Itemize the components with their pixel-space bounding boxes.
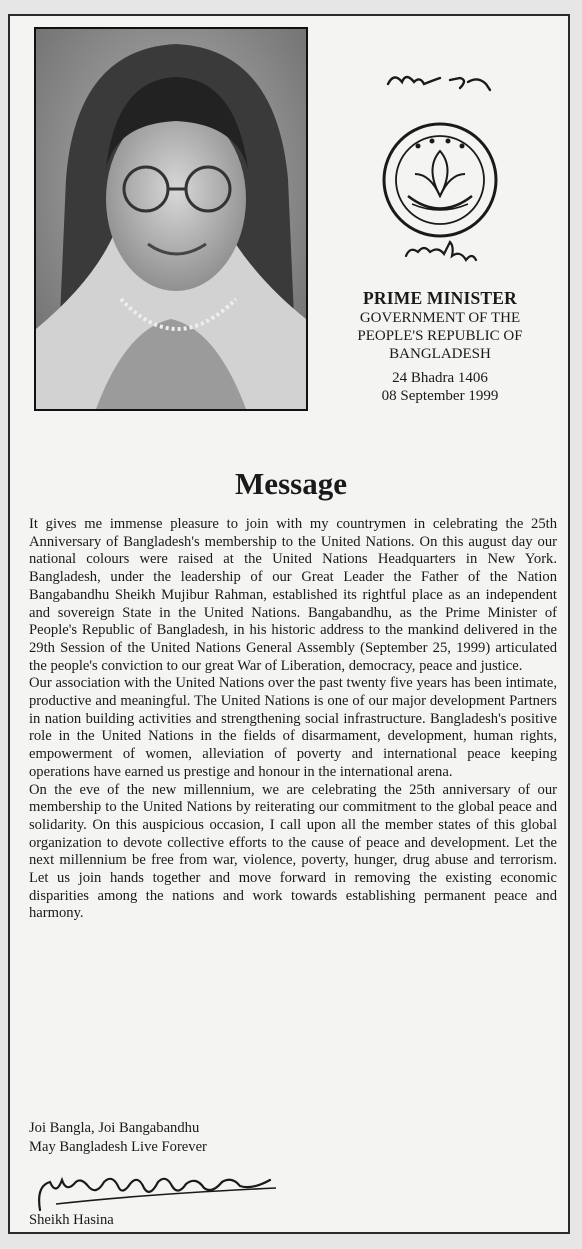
government-line-1: GOVERNMENT OF THE bbox=[359, 310, 521, 326]
portrait-photo bbox=[34, 27, 308, 411]
portrait-image bbox=[36, 29, 306, 409]
bottom-margin bbox=[0, 1234, 582, 1249]
office-title: PRIME MINISTER bbox=[363, 288, 517, 308]
closing-line-2: May Bangladesh Live Forever bbox=[29, 1139, 207, 1155]
government-seal-icon bbox=[360, 56, 520, 276]
message-paragraph-3: On the eve of the new millennium, we are celebrating the 25th anniversary of our membership to the United Nations by reiterating our commitment to the global peace and solidarity. On this auspicious occasion, I call upon all the member states of this global organization to devote collective efforts to the cause of peace and development. Let the next millennium be free from war, violence, poverty, hunger, drug abuse and terrorism. Let us join hands together and move forward in removing the existing economic disparities among the nations and work towards establishing permanent peace and harmony. bbox=[29, 781, 557, 922]
message-page bbox=[8, 14, 570, 1234]
message-paragraph-1: It gives me immense pleasure to join with my countrymen in celebrating the 25th Anniversary of Bangladesh's membership to the United Nations. On this august day our national colours were raised at the United Nations Headquarters in New York. Bangladesh, under the leadership of our Great Leader the Father of the Nation Bangabandhu Sheikh Mujibur Rahman, established its rightful place as an independent and sovereign State in the United Nations. Bangabandhu, as the Prime Minister of People's Republic of Bangladesh, in his historic address to the mankind delivered in the 29th Session of the United Nations General Assembly (September 25, 1999) articulated the people's conviction to our great War of Liberation, democracy, peace and justice. bbox=[29, 516, 557, 674]
date-bengali: 24 Bhadra 1406 bbox=[392, 370, 488, 386]
signature-icon bbox=[26, 1166, 286, 1216]
closing-line-1: Joi Bangla, Joi Bangabandhu bbox=[29, 1120, 200, 1136]
government-line-2: PEOPLE'S REPUBLIC OF bbox=[357, 328, 523, 344]
message-heading: Message bbox=[235, 466, 347, 501]
message-body bbox=[29, 516, 557, 923]
signature bbox=[26, 1166, 286, 1216]
date-gregorian: 08 September 1999 bbox=[381, 388, 499, 404]
prime-minister-block bbox=[310, 288, 570, 405]
emblem-area bbox=[360, 56, 520, 276]
closing-block bbox=[29, 1119, 207, 1157]
government-line-3: BANGLADESH bbox=[389, 346, 491, 362]
message-paragraph-2: Our association with the United Nations over the past twenty five years has been intimate, productive and meaningful. The United Nations is one of our major development Partners in nation building activities and strengthening social infrastructure. Bangladesh's positive role in the United Nations in the fields of disarmament, development, human rights, empowerment of women, alleviation of poverty and international peace keeping operations have earned us prestige and honour in the international arena. bbox=[29, 675, 557, 780]
signer-name: Sheikh Hasina bbox=[29, 1212, 114, 1228]
